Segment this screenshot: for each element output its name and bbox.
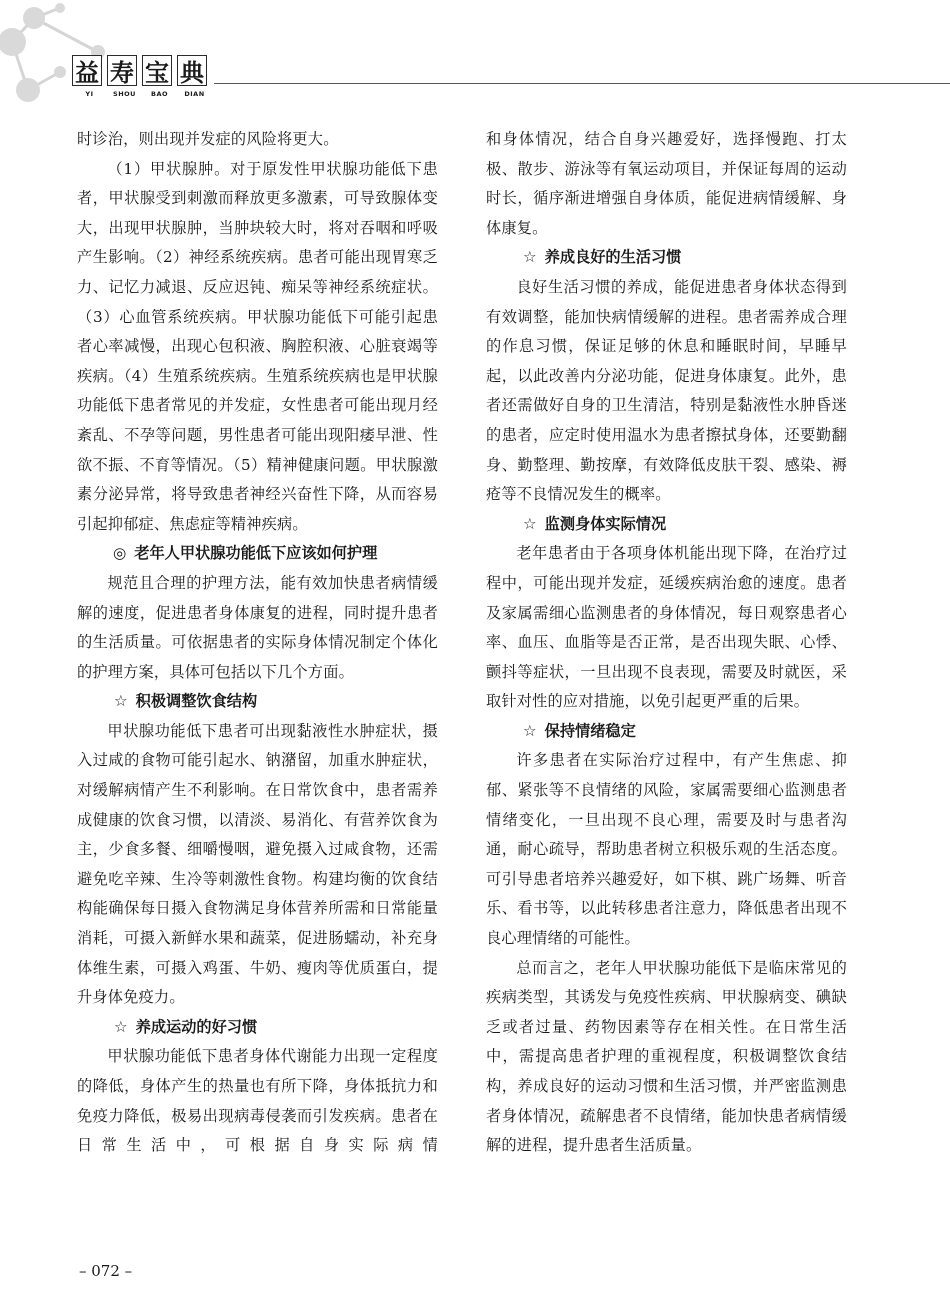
section-heading-text: 老年人甲状腺功能低下应该如何护理 [134,544,378,563]
logo-pinyin-syllable: BAO [150,90,168,98]
subsection-heading [486,717,847,747]
section-heading [77,539,438,569]
logo-char: 典 [177,55,207,86]
subsection-heading-text: 积极调整饮食结构 [135,692,258,711]
star-icon: ☆ [523,514,537,533]
left-column [77,125,438,1161]
header-rule [214,83,950,84]
logo-char: 宝 [142,55,172,86]
paragraph: 甲状腺功能低下患者身体代谢能力出现一定程度的降低，身体产生的热量也有所下降，身体抵抗力和免疫力降低，极易出现病毒侵袭而引发疾病。患者在日常生活中，可根据自身实际病情 [77,1047,438,1155]
logo-pinyin-syllable: DIAN [184,90,205,98]
subsection-heading [77,1013,438,1043]
star-icon: ☆ [114,692,128,711]
subsection-heading-text: 养成良好的生活习惯 [544,248,682,267]
magazine-logo [72,55,212,86]
circle-mark-icon: ◎ [113,544,127,563]
subsection-heading-text: 养成运动的好习惯 [135,1017,258,1036]
paragraph: （1）甲状腺肿。对于原发性甲状腺功能低下患者，甲状腺受到刺激而释放更多激素，可导致腺体变大，出现甲状腺肿，当肿块较大时，将对吞咽和呼吸产生影响。（2）神经系统疾病。患者可能出现胃寒乏力、记忆力减退、反应迟钝、痴呆等神经系统症状。（3）心血管系统疾病。甲状腺功能低下可能引起患者心率减慢，出现心包积液、胸腔积液、心脏衰竭等疾病。（4）生殖系统疾病。生殖系统疾病也是甲状腺功能低下患者常见的并发症，女性患者可能出现月经紊乱、不孕等问题，男性患者可能出现阳痿早泄、性欲不振、不育等情况。（5）精神健康问题。甲状腺激素分泌异常，将导致患者神经兴奋性下降，从而容易引起抑郁症、焦虑症等精神疾病。 [77,159,438,533]
logo-pinyin [72,90,217,98]
paragraph: 规范且合理的护理方法，能有效加快患者病情缓解的速度，促进患者身体康复的进程，同时提升患者的生活质量。可依据患者的实际身体情况制定个体化的护理方案，具体可包括以下几个方面。 [77,573,438,681]
logo-pinyin-syllable: SHOU [113,90,136,98]
subsection-heading [486,243,847,273]
page-number: – 072 – [79,1262,133,1280]
subsection-heading [486,510,847,540]
paragraph: 时诊治，则出现并发症的风险将更大。 [77,130,339,148]
paragraph: 和身体情况，结合自身兴趣爱好，选择慢跑、打太极、散步、游泳等有氧运动项目，并保证每周的运动时长，循序渐进增强自身体质，能促进病情缓解、身体康复。 [486,130,847,237]
paragraph: 老年患者由于各项身体机能出现下降，在治疗过程中，可能出现并发症，延缓疾病治愈的速度。患者及家属需细心监测患者的身体情况，每日观察患者心率、血压、血脂等是否正常，是否出现失眠、心悸、颤抖等症状，一旦出现不良表现，需要及时就医，采取针对性的应对措施，以免引起更严重的后果。 [486,544,847,711]
logo-char: 益 [72,55,102,86]
star-icon: ☆ [523,248,537,267]
paragraph: 甲状腺功能低下患者可出现黏液性水肿症状，摄入过咸的食物可能引起水、钠潴留，加重水肿症状，对缓解病情产生不利影响。在日常饮食中，患者需养成健康的饮食习惯，以清淡、易消化、有营养饮食为主，少食多餐、细嚼慢咽，避免摄入过咸食物，还需避免吃辛辣、生冷等刺激性食物。构建均衡的饮食结构能确保每日摄入食物满足身体营养所需和日常能量消耗，可摄入新鲜水果和蔬菜，促进肠蠕动，补充身体维生素，可摄入鸡蛋、牛奶、瘦肉等优质蛋白，提升身体免疫力。 [77,721,438,1007]
subsection-heading [77,687,438,717]
star-icon: ☆ [114,1017,128,1036]
paragraph: 良好生活习惯的养成，能促进患者身体状态得到有效调整，能加快病情缓解的进程。患者需养成合理的作息习惯，保证足够的休息和睡眠时间，早睡早起，以此改善内分泌功能，促进身体康复。此外，患者还需做好自身的卫生清洁，特别是黏液性水肿昏迷的患者，应定时使用温水为患者擦拭身体，还要勤翻身、勤整理、勤按摩，有效降低皮肤干裂、感染、褥疮等不良情况发生的概率。 [486,277,847,504]
paragraph: 许多患者在实际治疗过程中，有产生焦虑、抑郁、紧张等不良情绪的风险，家属需要细心监测患者情绪变化，一旦出现不良心理，需要及时与患者沟通，耐心疏导，帮助患者树立积极乐观的生活态度。可引导患者培养兴趣爱好，如下棋、跳广场舞、听音乐、看书等，以此转移患者注意力，降低患者出现不良心理情绪的可能性。 [486,751,847,948]
logo-char: 寿 [107,55,137,86]
logo-pinyin-syllable: YI [85,90,94,98]
paragraph: 总而言之，老年人甲状腺功能低下是临床常见的疾病类型，其诱发与免疫性疾病、甲状腺病变、碘缺乏或者过量、药物因素等存在相关性。在日常生活中，需提高患者护理的重视程度，积极调整饮食结构，养成良好的运动习惯和生活习惯，并严密监测患者身体情况，疏解患者不良情绪，能加快患者病情缓解的进程，提升患者生活质量。 [486,958,847,1155]
right-column [486,125,847,1161]
star-icon: ☆ [523,721,537,740]
subsection-heading-text: 保持情绪稳定 [544,721,636,740]
subsection-heading-text: 监测身体实际情况 [544,514,667,533]
